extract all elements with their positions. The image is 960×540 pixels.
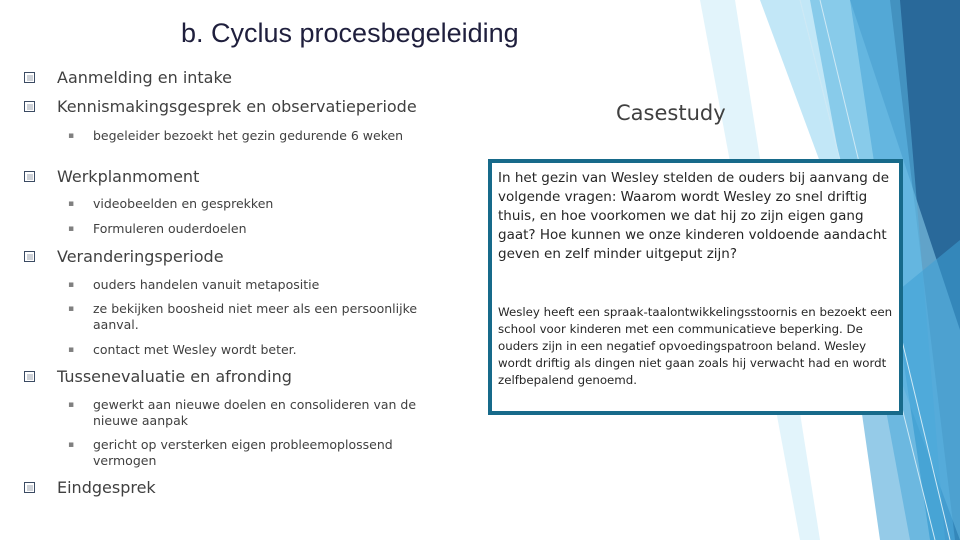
- list-item: [24, 478, 156, 497]
- bullet-icon: ▪: [68, 440, 75, 450]
- sub-list-item-label: contact met Wesley wordt beter.: [93, 342, 297, 357]
- bullet-icon: ▪: [68, 304, 75, 314]
- list-item: [24, 367, 292, 386]
- sub-list-item-label: gewerkt aan nieuwe doelen en consolideren van de nieuwe aanpak: [93, 397, 417, 428]
- casestudy-heading: Casestudy: [616, 101, 726, 125]
- bullet-icon: ▪: [68, 131, 75, 141]
- checkbox-bullet-icon: [24, 251, 35, 262]
- list-item: [24, 167, 199, 186]
- sub-list-item-label: ze bekijken boosheid niet meer als een persoonlijke aanval.: [93, 301, 418, 332]
- casestudy-box: [488, 159, 903, 415]
- bullet-icon: ▪: [68, 224, 75, 234]
- bullet-icon: ▪: [68, 400, 75, 410]
- bullet-icon: ▪: [68, 345, 75, 355]
- list-item: [24, 68, 232, 87]
- list-item: [24, 247, 224, 266]
- checkbox-bullet-icon: [24, 72, 35, 83]
- sub-list-item-label: videobeelden en gesprekken: [93, 196, 274, 211]
- list-item-label: Kennismakingsgesprek en observatieperiode: [57, 97, 417, 116]
- sub-list-item-label: begeleider bezoekt het gezin gedurende 6 weken: [93, 128, 404, 143]
- checkbox-bullet-icon: [24, 482, 35, 493]
- bullet-icon: ▪: [68, 280, 75, 290]
- list-item-label: Aanmelding en intake: [57, 68, 233, 87]
- checkbox-bullet-icon: [24, 101, 35, 112]
- list-item-label: Veranderingsperiode: [57, 247, 224, 266]
- sub-list-item-label: gericht op versterken eigen probleemoplossend vermogen: [93, 437, 393, 468]
- checkbox-bullet-icon: [24, 171, 35, 182]
- bullet-icon: ▪: [68, 199, 75, 209]
- sub-list-item-label: Formuleren ouderdoelen: [93, 221, 247, 236]
- checkbox-bullet-icon: [24, 371, 35, 382]
- casestudy-paragraph-1: In het gezin van Wesley stelden de ouders bij aanvang de volgende vragen: Waarom wordt Wesley zo snel driftig thuis, en hoe voorkomen we dat hij zo zijn eigen gang gaat? Hoe kunnen we onze kinderen voldoende aandacht geven en zelf minder uitgeput zijn?: [498, 170, 890, 262]
- list-item: [24, 97, 417, 116]
- list-item-label: Werkplanmoment: [57, 167, 200, 186]
- slide-title: b. Cyclus procesbegeleiding: [181, 18, 519, 48]
- casestudy-paragraph-2: Wesley heeft een spraak-taalontwikkelingsstoornis en bezoekt een school voor kinderen met een communicatieve beperking. De ouders zijn in een negatief opvoedingspatroon beland. Wesley wordt driftig als dingen niet gaan zoals hij verwacht had en wordt zelfbepalend genoemd.: [498, 305, 893, 387]
- list-item-label: Eindgesprek: [57, 478, 156, 497]
- list-item-label: Tussenevaluatie en afronding: [57, 367, 292, 386]
- sub-list-item-label: ouders handelen vanuit metapositie: [93, 277, 320, 292]
